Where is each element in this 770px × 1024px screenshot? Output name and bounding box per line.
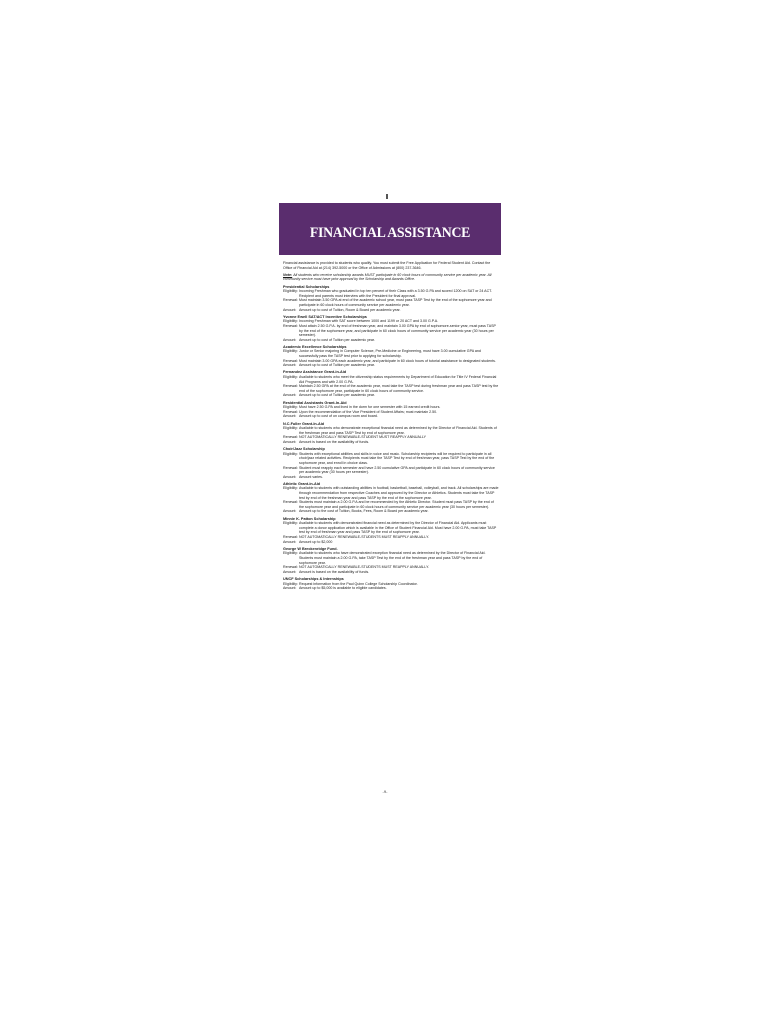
scholarship-section [283,370,499,398]
section-title: UNCF Scholarships & Internships [283,576,344,581]
row-text: NOT AUTOMATICALLY RENEWABLE-STUDENTS MUST REAPPLY ANNUALLY. [299,565,430,570]
title-banner [279,203,501,255]
row-text: Available to students with outstanding abilities in football, basketball, baseball, volleyball, and track. All scholarships are made through recommendation from respective Coaches and approved by the Director or Athletics. Students must take the TASP test by end of the freshman year and pass TASP by the end of the sophomore year. [299,486,499,500]
row-text: Students must maintain a 2.00 G.P.A and be recommended by the Athletic Director. Student must pass TASP by the end of the sophomore year and participate in 60 clock hours of community service per academic year (30 hours per semester). [299,500,494,509]
row-label: Amount: [283,509,297,514]
section-row [283,475,499,480]
section-row [283,308,499,313]
row-label: Renewal: [283,500,298,505]
row-label: Eligibility: [283,405,298,410]
section-row [283,298,499,307]
section-title: Fernandez Assistance Grant-in-Aid [283,370,347,375]
row-text: Must have 2.50 G.PA and lived in the dorm for one semester with 15 earned credit hours. [299,405,441,410]
section-row [283,466,499,475]
row-label: Eligibility: [283,551,298,556]
section-row [283,551,499,565]
page-number: -9- [382,789,388,794]
row-text: Amount up to cost of Tuition, Room & Board per academic year. [299,307,401,312]
row-text: Available to students who meet the citizenship status requirements by Department of Education for Title IV Federal Financial Aid Programs and with 2.00 G.PA. [299,375,497,384]
section-row [283,289,499,298]
row-label: Amount: [283,474,297,479]
row-label: Amount: [283,414,297,419]
row-text: Amount up to cost of Tuition per academic year. [299,363,375,368]
row-label: Amount: [283,586,297,591]
row-text: Amount up to cost of Tuition per academic year. [299,337,375,342]
page-title: FINANCIAL ASSISTANCE [309,225,471,241]
row-text: Amount up to the cost of Tuition, Books, Fees, Room & Board per academic year. [299,509,429,514]
row-label: Renewal: [283,535,298,539]
row-label: Eligibility: [283,486,298,491]
row-label: Renewal: [283,298,298,303]
scholarship-section [283,401,499,419]
row-label: Eligibility: [283,349,298,354]
section-row [283,414,499,419]
row-label: Renewal: [283,323,298,328]
row-text: Available to students who have demonstrated exception financial need as determined by the Director of Financial Aid. Students must maintain a 2.00 G.PA, take TASP Test by the end of the freshman year and pass TASP by the end of sophomore year. [299,551,486,565]
row-label: Eligibility: [283,581,298,586]
section-row [283,486,499,500]
row-label: Amount: [283,337,297,342]
section-title: Yvonne Ewell SAT/ACT Incentive Scholarships [283,314,367,319]
top-tick-mark [386,194,388,199]
section-row [283,500,499,509]
row-label: Amount: [283,363,297,368]
scholarship-section [283,482,499,514]
row-label: Amount: [283,569,297,574]
section-row [283,586,499,591]
row-text: Upon the recommendation of the Vice President of Student Affairs; must maintain 2.50. [299,409,438,414]
row-text: Must maintain 3.00 GPA each academic year, and participate in 60 clock hours of tutorial assistance to designated students. [299,358,496,363]
row-text: Amount up to $5,000 is available to eligible candidates. [299,586,387,591]
intro-paragraph: Financial assistance is provided to students who qualify. You must submit the Free Application for Federal Student Aid. Contact the Office of Financial Aid at (214) 392-5000 or the Office of Admissions at (800) 237-3646. [283,261,491,270]
row-text: Available to students with demonstrated financial need as determined by the Director of Financial Aid. Applicants must complete a donor application which is available in the Office of Student Financial Aid. Must have 2.00 G.PA, must take TASP test by end of freshman year and pass TASP by the end of sophomore year. [299,521,497,535]
row-label: Renewal: [283,384,298,389]
row-text: Request information from the Paul Quinn College Scholarship Coordinator. [299,581,418,586]
row-label: Renewal: [283,409,298,414]
section-title: Choir/Jazz Scholarship [283,447,325,452]
row-text: Amount up to $2,000 [299,539,333,544]
scholarship-sections [283,285,499,591]
section-row [283,349,499,358]
row-text: Students with exceptional abilities and skills in voice and music. Scholarship recipients will be required to participate in all choir/jazz related activities. Recipients must take the TASP Test by end of freshman year, pass TASP Test by the end of the sophomore year, and enroll in choice class. [299,451,495,465]
row-label: Renewal: [283,465,298,470]
row-label: Amount: [283,393,297,398]
scholarship-section [283,345,499,368]
section-title: George W Breckenridge Fund. [283,546,338,551]
section-row [283,324,499,338]
section-row [283,540,499,545]
row-label: Eligibility: [283,426,298,431]
section-row [283,452,499,466]
row-label: Eligibility: [283,289,298,294]
row-label: Amount: [283,439,297,444]
section-title: Academic Excellence Scholarships [283,344,347,349]
section-row [283,338,499,343]
section-row [283,426,499,435]
section-title: Athletic Grant-in-Aid [283,481,321,486]
note-label: Note: [283,272,293,277]
section-row [283,363,499,368]
section-title: N.C.Fuller Grant-In-Aid [283,421,325,426]
section-row [283,440,499,445]
scholarship-section [283,517,499,545]
row-label: Eligibility: [283,451,298,456]
section-title: Presidential Scholarships [283,284,330,289]
note-text: All students who receive scholarship awards MUST participate in 60 clock hours of community service per academic year. All community service must have prior approval by the Scholarship and Awards Office. [283,272,492,282]
section-row [283,384,499,393]
row-text: Must attain 2.50 G.P.A. by end of freshman year, and maintain 3.00 GPA by end of sophomore-senior year, must pass TASP by the end of the sophomore year, and participate in 60 clock hours of community service per academic year (30 hours per semester). [299,323,496,338]
row-text: Amount up to cost of Tuition per academic year. [299,393,375,398]
section-title: Residential Assistants Grant-In-Aid [283,400,347,405]
row-text: Amount up to cost of on campus room and board. [299,414,378,419]
scholarship-section [283,422,499,445]
row-text: Amount varies. [299,474,323,479]
scholarship-section [283,577,499,591]
section-row [283,393,499,398]
row-text: Amount is based on the availability of funds. [299,569,370,574]
row-label: Eligibility: [283,319,298,324]
section-row [283,521,499,535]
row-text: NOT AUTOMATICALLY RENEWABLE-STUDENT MUST REAPPLY ANNUALLY [299,435,427,440]
row-text: Available to students who demonstrate exceptional financial need as determined by the Director of Financial Aid. Students of the freshman year and pass TASP Test by end of sophomore year. [299,426,497,435]
scholarship-section [283,285,499,313]
row-label: Renewal: [283,565,298,570]
note-paragraph [283,273,499,282]
document-body [283,261,499,593]
row-text: Junior or Senior majoring in Computer Science, Pre-Medicine or Engineering, must have 3.00 cumulative GPA and successfully pass the TASP test prior to applying for scholarship. [299,349,481,359]
section-title: Minnie K. Patton Scholarship [283,516,336,521]
section-row [283,509,499,514]
scholarship-section [283,547,499,575]
row-label: Amount: [283,307,297,312]
section-row [283,375,499,384]
row-text: Amount is based on the availability of funds. [299,439,370,444]
row-text: Maintain 2.50 GPA at the end of the academic year, must take the TASP test during freshman year and pass TASP test by the end of the sophomore year, participate in 60 clock hours of community service. [299,384,499,393]
row-text: Student must reapply each semester and have 2.50 cumulative GPA and participate in 60 clock hours of community service per academic year (30 hours per semester). [299,465,495,475]
row-label: Renewal: [283,435,298,440]
row-label: Renewal: [283,358,298,363]
row-label: Eligibility: [283,375,298,380]
row-label: Amount: [283,539,297,544]
scholarship-section [283,447,499,479]
section-row [283,570,499,575]
row-label: Eligibility: [283,521,298,526]
row-text: Must maintain 3.50 GPA at end of the academic school year, must pass TASP Test by the end of the sophomore year and participate in 60 clock hours of community service per academic year. [299,298,492,307]
row-text: NOT AUTOMATICALLY RENEWABLE-STUDENTS MUST REAPPLY ANNUALLY. [299,535,430,539]
scholarship-section [283,315,499,343]
row-text: Incoming Freshman who graduated in top ten percent of their Class with a 3.50 G.PA and scored 1200 on SAT or 24 ACT. Recipient and parents must interview with the President for final approval. [299,289,492,298]
row-text: Incoming Freshman with SAT score between 1000 and 1199 or 20 ACT and 3.00 G.P.A. [299,319,439,324]
